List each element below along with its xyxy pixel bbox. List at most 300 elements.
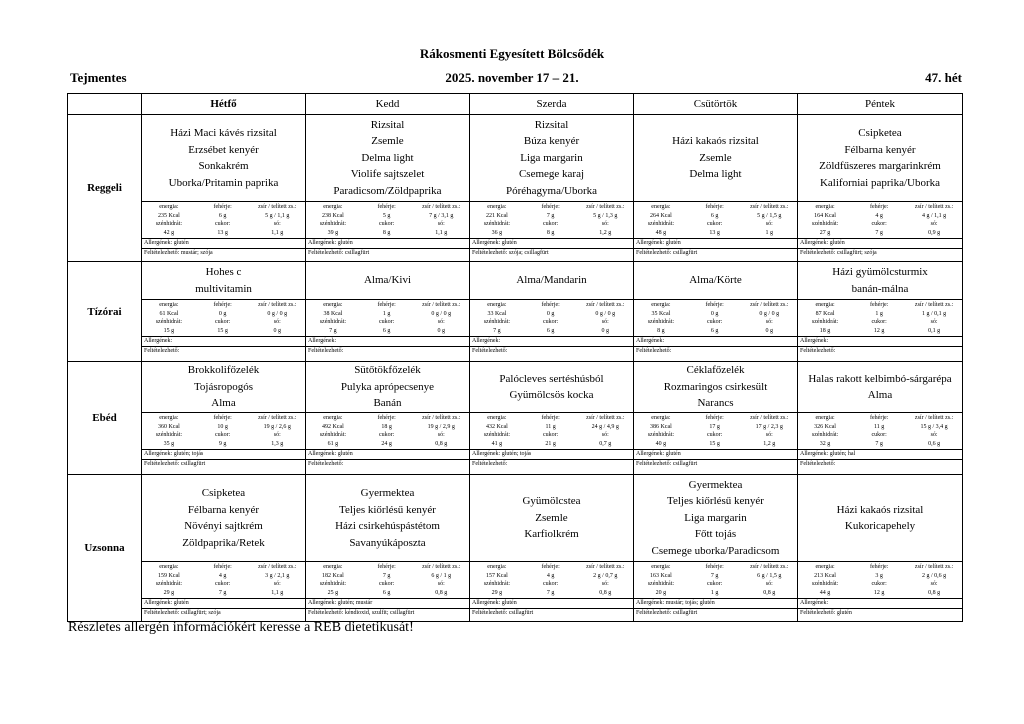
meal-row-ebéd — [68, 362, 963, 475]
allergens-value: glutén; mustár — [337, 600, 373, 606]
dish-item: Póréhagyma/Uborka — [505, 184, 598, 197]
possible-label: Feltételezhető: — [144, 348, 180, 354]
dish-item: Palócleves sertéshúsból — [499, 372, 604, 385]
nutrition-grid — [470, 412, 633, 449]
possible-allergens-line — [634, 346, 797, 356]
dish-list — [306, 262, 469, 299]
nutrient-value-so: 0,8 g — [599, 589, 612, 596]
nutrient-label: energia: — [651, 564, 671, 570]
nutrient-label: energia: — [815, 564, 835, 570]
nutrient-value-energia: 33 Kcal — [487, 310, 507, 317]
dish-list — [142, 362, 305, 412]
nutrient-label: cukor: — [215, 319, 231, 325]
dish-item: Liga margarin — [684, 511, 747, 524]
nutrient-label: só: — [765, 221, 773, 227]
possible-allergens-line — [142, 459, 305, 469]
dish-list — [798, 362, 962, 412]
cell-content — [634, 115, 797, 261]
meal-name: Tízórai — [68, 262, 142, 362]
dish-item: Csipketea — [201, 487, 246, 499]
dish-item: Tojásropogós — [193, 380, 254, 393]
dish-item: Hohes c — [205, 266, 242, 278]
possible-label: Feltételezhető: — [472, 250, 508, 256]
allergens-value: glutén — [173, 240, 189, 246]
nutrient-label: zsír / telített zs.: — [586, 302, 625, 308]
nutrient-label: fehérje: — [213, 564, 232, 570]
nutrient-label: szénhidrát: — [319, 221, 347, 227]
nutrient-value-szenhidrat: 32 g — [819, 440, 831, 447]
nutrient-label: energia: — [159, 415, 179, 421]
nutrient-value-so: 0,7 g — [599, 440, 612, 447]
nutrient-label: zsír / telített zs.: — [422, 415, 461, 421]
possible-allergens-line — [142, 248, 305, 258]
dish-item: Delma light — [689, 168, 742, 181]
allergens-line — [798, 336, 962, 346]
nutrient-value-energia: 164 Kcal — [814, 212, 836, 219]
nutrient-label: zsír / telített zs.: — [586, 415, 625, 421]
cell-content — [470, 115, 633, 261]
nutrient-label: energia: — [323, 204, 343, 210]
allergens-label: Allergének: — [144, 338, 173, 344]
nutrient-value-cukor: 12 g — [873, 589, 885, 596]
dish-item: Zöldpaprika/Retek — [182, 536, 265, 549]
possible-label: Feltételezhető: — [308, 610, 344, 616]
possible-allergens-line — [306, 346, 469, 356]
nutrition-grid — [798, 561, 962, 598]
cell-content — [470, 362, 633, 474]
allergens-label: Allergének: — [800, 338, 829, 344]
cell-content — [306, 475, 469, 621]
dish-list — [634, 362, 797, 412]
dish-list — [142, 115, 305, 201]
nutrition-grid — [798, 201, 962, 238]
dish-item: Gyümölcstea — [522, 495, 581, 508]
dish-item: Pulyka aprópecsenye — [340, 380, 435, 393]
nutrient-value-zsir: 6 g / 1 g — [431, 572, 452, 579]
nutrient-value-so: 1,1 g — [271, 229, 284, 236]
dish-item: Zsemle — [535, 511, 568, 524]
nutrient-value-cukor: 6 g — [710, 327, 719, 334]
nutrient-value-szenhidrat: 7 g — [329, 327, 337, 334]
dish-item: Alma — [211, 397, 236, 410]
nutrient-value-feherje: 6 g — [710, 212, 719, 219]
nutrient-label: cukor: — [707, 432, 723, 438]
possible-label: Feltételezhető: — [144, 610, 180, 616]
nutrient-value-zsir: 0 g / 0 g — [595, 310, 616, 317]
day-header-tuesday: Kedd — [306, 94, 470, 115]
cell-content — [634, 262, 797, 361]
nutrient-value-feherje: 3 g — [875, 572, 883, 579]
nutrient-label: só: — [437, 221, 445, 227]
nutrient-label: cukor: — [215, 432, 231, 438]
document-title: Rákosmenti Egyesített Bölcsődék — [419, 46, 605, 61]
nutrient-value-so: 1,1 g — [271, 589, 284, 596]
allergens-line — [306, 238, 469, 248]
nutrient-label: szénhidrát: — [647, 221, 675, 227]
dish-item: Narancs — [697, 397, 734, 410]
allergens-label: Allergének: — [800, 600, 829, 606]
nutrient-label: szénhidrát: — [319, 432, 347, 438]
dish-item: Alma/Mandarin — [516, 274, 587, 287]
nutrient-value-cukor: 15 g — [709, 440, 720, 447]
nutrient-value-energia: 326 Kcal — [814, 423, 836, 430]
nutrient-value-energia: 492 Kcal — [321, 423, 344, 430]
nutrient-label: só: — [930, 221, 938, 227]
possible-allergens-line — [470, 608, 633, 618]
menu-cell-friday — [798, 262, 963, 362]
nutrient-value-so: 0,8 g — [435, 440, 448, 447]
dish-list — [634, 262, 797, 299]
allergens-value: glutén — [665, 451, 681, 457]
nutrient-value-zsir: 1 g / 0,1 g — [922, 310, 947, 317]
nutrition-grid — [798, 412, 962, 449]
allergens-line — [470, 449, 633, 459]
possible-value: csillagfürt — [672, 250, 698, 256]
nutrient-label: cukor: — [707, 319, 723, 325]
dish-item: Kukoricapehely — [844, 520, 916, 532]
nutrient-label: fehérje: — [213, 415, 232, 421]
nutrient-label: szénhidrát: — [811, 581, 839, 587]
day-header-row — [68, 94, 963, 115]
cell-content — [634, 362, 797, 474]
dish-item: Gyümölcsös kocka — [509, 389, 594, 401]
possible-allergens-line — [306, 608, 469, 618]
nutrient-label: fehérje: — [870, 204, 889, 210]
dish-list — [306, 362, 469, 412]
dish-item: Zsemle — [371, 135, 404, 148]
day-header-thursday: Csütörtök — [634, 94, 798, 115]
nutrient-value-zsir: 15 g / 3,4 g — [920, 423, 948, 430]
allergens-line — [470, 336, 633, 346]
nutrient-label: szénhidrát: — [483, 581, 511, 587]
possible-label: Feltételezhető: — [308, 250, 344, 256]
menu-cell-wednesday — [470, 475, 634, 622]
meal-row-reggeli — [68, 115, 963, 262]
allergens-label: Allergének: — [472, 240, 501, 246]
nutrient-label: energia: — [651, 204, 671, 210]
allergens-label: Allergének: — [636, 240, 665, 246]
dish-item: Brokkolifőzelék — [187, 364, 260, 377]
allergens-label: Allergének: — [308, 451, 337, 457]
possible-allergens-line — [798, 459, 962, 469]
dish-list — [142, 262, 305, 299]
nutrient-value-energia: 159 Kcal — [157, 572, 180, 579]
possible-allergens-line — [798, 608, 962, 618]
nutrient-value-energia: 163 Kcal — [649, 572, 672, 579]
allergens-label: Allergének: — [636, 600, 665, 606]
possible-label: Feltételezhető: — [308, 348, 344, 354]
possible-value: kéndioxid, szulfit; csillagfürt — [344, 610, 415, 616]
nutrient-value-feherje: 17 g — [709, 423, 720, 430]
dish-item: Házi Maci kávés rizsital — [170, 127, 277, 139]
menu-cell-thursday — [634, 262, 798, 362]
nutrient-label: só: — [437, 581, 445, 587]
nutrition-grid — [634, 412, 797, 449]
nutrient-value-feherje: 7 g — [382, 572, 391, 579]
nutrient-label: zsír / telített zs.: — [750, 415, 789, 421]
day-header-friday: Péntek — [798, 94, 963, 115]
nutrient-value-feherje: 7 g — [710, 572, 719, 579]
nutrient-label: cukor: — [215, 581, 231, 587]
nutrition-grid — [306, 561, 469, 598]
dish-list — [470, 362, 633, 412]
nutrient-label: só: — [601, 581, 609, 587]
dish-list — [306, 475, 469, 561]
nutrient-value-energia: 221 Kcal — [485, 212, 508, 219]
nutrient-label: fehérje: — [541, 302, 560, 308]
nutrient-label: szénhidrát: — [155, 432, 183, 438]
nutrient-value-zsir: 5 g / 1,1 g — [265, 212, 290, 219]
dish-item: Alma/Körte — [689, 274, 742, 287]
menu-cell-monday — [142, 475, 306, 622]
nutrient-value-szenhidrat: 29 g — [163, 589, 175, 596]
dish-item: Házi kakaós rizsital — [836, 503, 924, 516]
nutrient-label: só: — [765, 432, 773, 438]
menu-cell-thursday — [634, 115, 798, 262]
possible-value: mustár; szója — [180, 250, 213, 256]
nutrient-value-szenhidrat: 29 g — [491, 589, 503, 596]
allergens-label: Allergének: — [144, 600, 173, 606]
cell-content — [306, 115, 469, 261]
dish-item: Banán — [373, 397, 402, 410]
nutrient-value-energia: 35 Kcal — [651, 310, 671, 317]
meal-row-tízórai — [68, 262, 963, 362]
allergens-label: Allergének: — [800, 240, 829, 246]
allergens-label: Allergének: — [308, 600, 337, 606]
nutrient-label: zsír / telített zs.: — [586, 204, 625, 210]
nutrient-value-szenhidrat: 39 g — [327, 229, 339, 236]
nutrient-label: só: — [765, 319, 773, 325]
nutrient-label: só: — [930, 319, 938, 325]
nutrient-label: fehérje: — [541, 415, 560, 421]
allergens-value: glutén — [501, 240, 517, 246]
allergens-line — [798, 449, 962, 459]
dish-item: Csemege karaj — [518, 168, 585, 181]
allergens-value: mustár; tojás; glutén — [665, 600, 715, 606]
menu-cell-monday — [142, 262, 306, 362]
nutrient-value-so: 0,8 g — [763, 589, 776, 596]
dish-item: Paradicsom/Zöldpaprika — [333, 184, 442, 197]
nutrient-value-cukor: 21 g — [545, 440, 556, 447]
nutrient-label: zsír / telített zs.: — [258, 302, 297, 308]
corner-cell — [68, 94, 142, 115]
possible-allergens-line — [470, 346, 633, 356]
nutrient-value-so: 0 g — [765, 327, 774, 334]
allergens-label: Allergének: — [800, 451, 829, 457]
possible-allergens-line — [306, 248, 469, 258]
nutrient-value-cukor: 15 g — [217, 327, 228, 334]
nutrition-grid — [470, 201, 633, 238]
nutrient-label: só: — [273, 319, 281, 325]
nutrient-value-so: 0,6 g — [928, 440, 941, 447]
nutrient-label: cukor: — [543, 319, 559, 325]
dish-item: Kaliforniai paprika/Uborka — [819, 176, 941, 189]
dish-item: Savanyúkáposzta — [349, 536, 426, 549]
nutrient-value-szenhidrat: 44 g — [819, 589, 831, 596]
nutrition-grid — [142, 412, 305, 449]
menu-cell-thursday — [634, 362, 798, 475]
dish-item: multivitamin — [195, 282, 252, 295]
nutrient-value-szenhidrat: 48 g — [655, 229, 667, 236]
nutrient-label: cukor: — [379, 581, 395, 587]
allergens-line — [634, 598, 797, 608]
nutrient-value-energia: 61 Kcal — [159, 310, 179, 317]
nutrient-label: szénhidrát: — [319, 319, 347, 325]
allergens-line — [142, 238, 305, 248]
possible-allergens-line — [798, 346, 962, 356]
nutrient-label: cukor: — [707, 221, 723, 227]
nutrient-label: zsír / telített zs.: — [422, 302, 461, 308]
nutrient-value-so: 0 g — [601, 327, 610, 334]
possible-value: csillagfürt; szója — [836, 250, 877, 256]
nutrition-grid — [142, 299, 305, 336]
dish-item: Céklafőzelék — [686, 364, 745, 377]
nutrient-label: szénhidrát: — [155, 221, 183, 227]
dish-item: Alma/Kivi — [363, 274, 412, 287]
possible-allergens-line — [634, 248, 797, 258]
nutrient-label: fehérje: — [377, 204, 396, 210]
nutrient-label: szénhidrát: — [647, 319, 675, 325]
dish-item: Növényi sajtkrém — [184, 520, 263, 532]
nutrient-label: fehérje: — [541, 204, 560, 210]
nutrient-value-cukor: 13 g — [709, 229, 720, 236]
nutrient-label: szénhidrát: — [483, 432, 511, 438]
footer-note: Részletes allergén információkért keresse a REB dietetikusát! — [68, 620, 414, 635]
dish-list — [306, 115, 469, 201]
week-number: 47. hét — [925, 70, 962, 85]
dish-item: Rizsital — [370, 118, 405, 131]
nutrient-label: szénhidrát: — [483, 221, 511, 227]
nutrient-label: só: — [437, 432, 445, 438]
nutrient-value-szenhidrat: 8 g — [657, 327, 665, 334]
nutrient-label: zsír / telített zs.: — [750, 302, 789, 308]
possible-allergens-line — [798, 248, 962, 258]
menu-cell-friday — [798, 115, 963, 262]
possible-value: csillagfürt — [344, 250, 370, 256]
allergens-line — [142, 598, 305, 608]
dish-item: Halas rakott kelbimbó-sárgarépa — [808, 372, 952, 385]
dish-item: Házi gyümölcsturmix — [832, 266, 928, 278]
nutrient-value-cukor: 7 g — [875, 229, 883, 236]
menu-cell-friday — [798, 362, 963, 475]
possible-label: Feltételezhető: — [800, 461, 836, 467]
nutrient-value-zsir: 2 g / 0,7 g — [593, 572, 618, 579]
nutrient-label: fehérje: — [541, 564, 560, 570]
nutrient-label: energia: — [815, 415, 835, 421]
dish-item: Zsemle — [699, 151, 732, 164]
nutrient-value-energia: 182 Kcal — [321, 572, 344, 579]
nutrient-value-zsir: 0 g / 0 g — [759, 310, 780, 317]
nutrient-value-zsir: 0 g / 0 g — [431, 310, 452, 317]
nutrient-value-energia: 38 Kcal — [323, 310, 343, 317]
nutrient-value-feherje: 18 g — [381, 423, 392, 430]
nutrient-label: fehérje: — [705, 302, 724, 308]
possible-value: szója; csillagfürt — [508, 250, 549, 256]
allergens-line — [142, 449, 305, 459]
nutrient-value-zsir: 5 g / 1,3 g — [593, 212, 618, 219]
nutrient-label: energia: — [323, 302, 343, 308]
dish-item: Karfiolkrém — [524, 528, 579, 541]
nutrient-value-zsir: 17 g / 2,3 g — [755, 423, 783, 430]
possible-label: Feltételezhető: — [636, 348, 672, 354]
nutrient-value-energia: 213 Kcal — [814, 572, 836, 579]
nutrient-label: só: — [437, 319, 445, 325]
cell-content — [142, 362, 305, 474]
nutrient-label: cukor: — [379, 432, 395, 438]
nutrient-label: energia: — [159, 302, 179, 308]
nutrient-label: energia: — [323, 564, 343, 570]
allergens-value: glutén — [829, 240, 845, 246]
dish-item: Csemege uborka/Paradicsom — [651, 544, 780, 557]
nutrient-label: szénhidrát: — [647, 581, 675, 587]
nutrient-label: só: — [273, 221, 281, 227]
nutrition-grid — [470, 561, 633, 598]
nutrient-value-so: 1,2 g — [763, 440, 776, 447]
nutrient-label: fehérje: — [377, 564, 396, 570]
nutrient-label: szénhidrát: — [811, 432, 839, 438]
dish-item: Teljes kiőrlésű kenyér — [667, 495, 764, 508]
allergens-value: glutén — [173, 600, 189, 606]
menu-cell-tuesday — [306, 475, 470, 622]
dish-list — [470, 475, 633, 561]
cell-content — [798, 475, 962, 621]
dish-item: Rizsital — [534, 118, 569, 131]
menu-cell-tuesday — [306, 362, 470, 475]
nutrient-label: cukor: — [543, 432, 559, 438]
nutrient-label: energia: — [487, 564, 507, 570]
nutrient-value-zsir: 19 g / 2,9 g — [427, 423, 455, 430]
nutrient-label: zsír / telített zs.: — [914, 204, 954, 210]
possible-allergens-line — [470, 459, 633, 469]
nutrient-value-feherje: 4 g — [875, 212, 883, 219]
nutrient-label: só: — [765, 581, 773, 587]
allergens-value: glutén; tojás — [173, 451, 204, 457]
diet-label: Tejmentes — [70, 70, 127, 85]
nutrient-label: cukor: — [543, 221, 559, 227]
cell-content — [142, 475, 305, 621]
menu-table — [67, 93, 963, 622]
nutrient-value-so: 1,1 g — [435, 229, 448, 236]
nutrition-grid — [142, 201, 305, 238]
nutrient-value-so: 1,3 g — [271, 440, 284, 447]
allergens-label: Allergének: — [308, 240, 337, 246]
nutrient-value-energia: 360 Kcal — [157, 423, 180, 430]
nutrient-value-energia: 432 Kcal — [485, 423, 508, 430]
allergens-line — [306, 336, 469, 346]
nutrient-value-energia: 264 Kcal — [649, 212, 672, 219]
nutrient-value-zsir: 19 g / 2,6 g — [263, 423, 291, 430]
nutrient-value-szenhidrat: 27 g — [819, 229, 831, 236]
cell-content — [470, 262, 633, 361]
cell-content — [306, 362, 469, 474]
nutrient-value-cukor: 12 g — [873, 327, 885, 334]
allergens-label: Allergének: — [308, 338, 337, 344]
nutrient-label: fehérje: — [705, 204, 724, 210]
nutrient-value-zsir: 6 g / 1,5 g — [757, 572, 782, 579]
nutrient-label: cukor: — [215, 221, 231, 227]
nutrient-value-cukor: 6 g — [546, 327, 555, 334]
nutrient-value-feherje: 1 g — [875, 310, 883, 317]
dish-item: banán-málna — [851, 282, 909, 295]
nutrient-value-cukor: 7 g — [875, 440, 883, 447]
nutrient-value-szenhidrat: 25 g — [327, 589, 339, 596]
possible-label: Feltételezhető: — [144, 461, 180, 467]
meal-name: Reggeli — [68, 115, 142, 262]
possible-value: csillagfürt; szója — [180, 610, 221, 616]
cell-content — [306, 262, 469, 361]
nutrient-value-feherje: 4 g — [218, 572, 227, 579]
dish-list — [142, 475, 305, 561]
